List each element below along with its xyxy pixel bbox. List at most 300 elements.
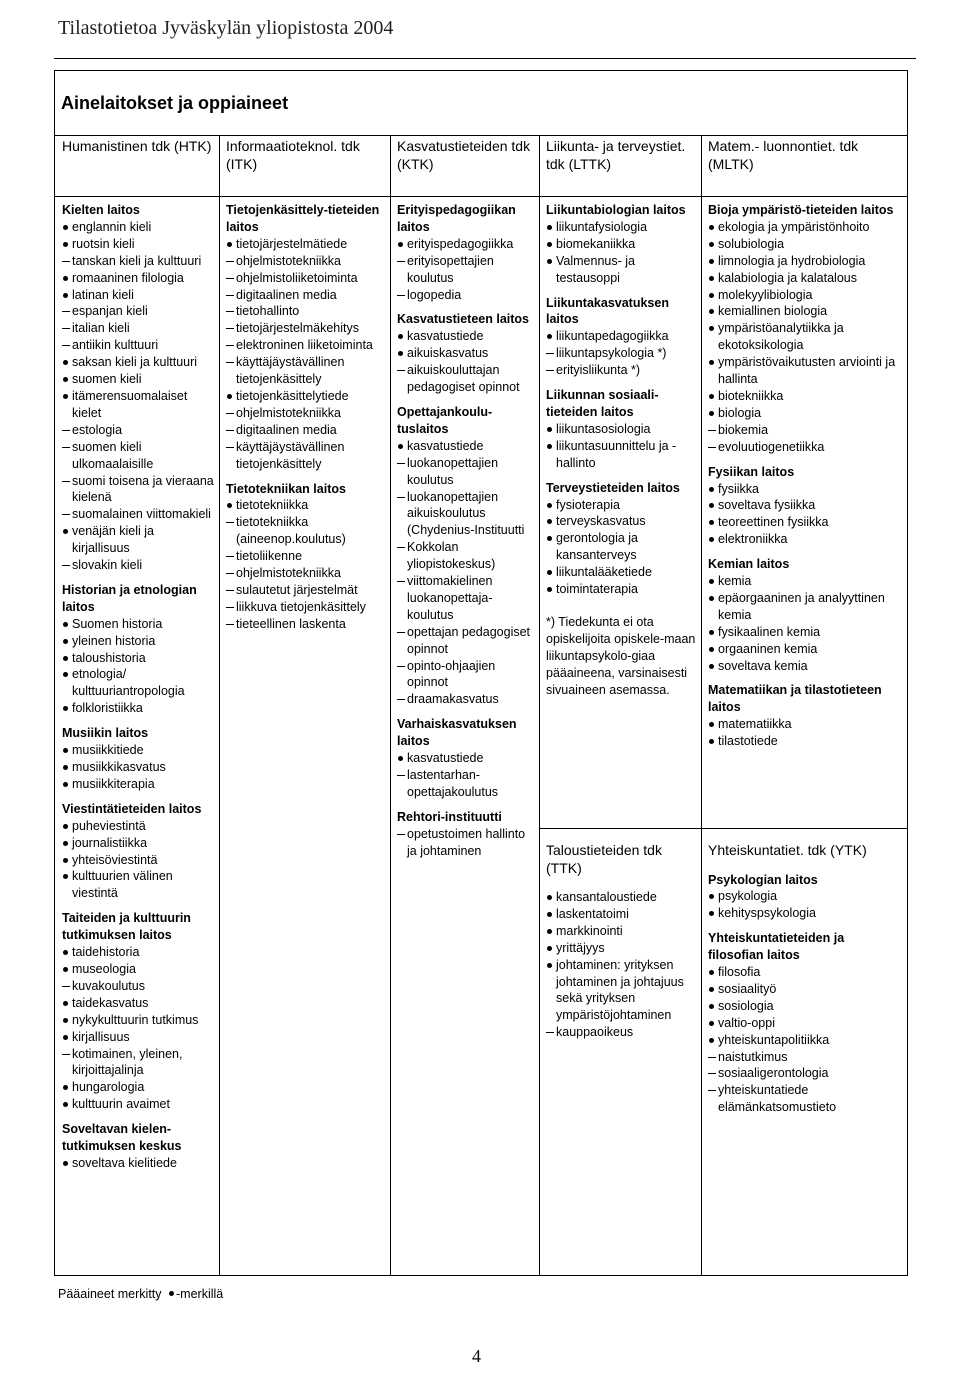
subject-item (226, 388, 386, 405)
subject-item (708, 388, 903, 405)
subject-label: slovakin kieli (72, 558, 143, 573)
subject-label: ympäristövaikutusten arviointi ja hallinta (718, 355, 896, 387)
subject-item (397, 287, 535, 304)
spacer (546, 877, 697, 889)
subject-item (708, 905, 903, 922)
subject-label: italian kieli (72, 321, 130, 336)
section-title: Liikuntabiologian laitos (546, 203, 686, 217)
subject-label: liikuntafysiologia (556, 219, 648, 234)
section-title: Historian ja etnologian laitos (62, 582, 197, 614)
subject-label: espanjan kieli (72, 304, 148, 319)
subject-item (546, 497, 697, 514)
section-title: Kielten laitos (62, 203, 140, 217)
subject-label: etnologia/ kulttuuriantropologia (72, 667, 185, 699)
content-box (54, 70, 908, 1276)
subject-label: soveltava kielitiede (72, 1155, 177, 1170)
faculty-table (55, 135, 907, 1276)
subject-label: Suomen historia (72, 616, 163, 631)
subject-item (62, 995, 215, 1012)
subject-label: opinto-ohjaajien opinnot (407, 658, 496, 690)
subject-label: tietojärjestelmätiede (236, 236, 348, 251)
subject-label: tietotekniikka (aineenop.koulutus) (236, 515, 346, 547)
subject-label: yhteiskuntatiede elämänkatsomustieto (718, 1083, 837, 1115)
subject-item (62, 852, 215, 869)
subject-label: biologia (718, 405, 762, 420)
subject-item (546, 219, 697, 236)
subject-label: kasvatustiede (407, 751, 484, 766)
subject-label: romaaninen filologia (72, 270, 184, 285)
subject-label: journalistiikka (72, 835, 148, 850)
subject-label: musiikkikasvatus (72, 760, 166, 774)
subject-item (62, 1096, 215, 1113)
subject-label: tietojärjestelmäkehitys (236, 321, 359, 336)
subject-label: kotimainen, yleinen, kirjoittajalinja (72, 1046, 183, 1078)
subject-item (708, 998, 903, 1015)
subject-item (397, 489, 535, 540)
subject-item (397, 253, 535, 287)
page-number: 4 (472, 1346, 481, 1366)
subject-label: tilastotiede (718, 734, 778, 749)
subject-label: liikuntapedagogiikka (556, 329, 669, 344)
subject-label: tietohallinto (236, 304, 300, 319)
subject-item (708, 981, 903, 998)
subject-item (226, 253, 386, 270)
subject-item (397, 750, 535, 767)
subject-label: kalabiologia ja kalatalous (718, 270, 857, 285)
subject-item (62, 944, 215, 961)
subject-item (226, 354, 386, 388)
subject-label: viittomakielinen luokanopettaja-koulutus (407, 574, 493, 622)
subject-label: logopedia (407, 287, 462, 302)
subject-item (226, 616, 386, 633)
subject-label: kulttuurin avaimet (72, 1097, 170, 1112)
subject-label: biomekaniikka (556, 236, 636, 251)
subject-item (546, 940, 697, 957)
subject-item (226, 320, 386, 337)
subject-item (226, 337, 386, 354)
subject-item (708, 422, 903, 439)
subject-label: digitaalinen media (236, 287, 337, 302)
subject-label: sulautetut järjestelmät (236, 582, 358, 597)
sub-faculty-header: Yhteiskuntatiet. tdk (YTK) (708, 842, 867, 858)
subject-label: biokemia (718, 422, 769, 437)
subject-item (546, 513, 697, 530)
subject-label: kehityspsykologia (718, 906, 816, 921)
subject-label: psykologia (718, 889, 778, 904)
subject-item (62, 1012, 215, 1029)
subject-item (226, 565, 386, 582)
subject-label: markkinointi (556, 923, 623, 938)
section-title: Taiteiden ja kulttuurin tutkimuksen laitos (62, 911, 191, 943)
subject-item (708, 964, 903, 981)
subject-item (708, 219, 903, 236)
subject-label: erityisliikunta *) (556, 363, 641, 378)
subject-label: draamakasvatus (407, 692, 499, 707)
subject-item (546, 253, 697, 287)
subject-item (397, 455, 535, 489)
subject-label: kansantaloustiede (556, 890, 657, 904)
section-title: Varhaiskasvatuksen laitos (397, 717, 517, 749)
subject-item (708, 716, 903, 733)
faculty-column (701, 202, 907, 750)
subject-label: yhteisöviestintä (72, 852, 158, 867)
subject-label: toimintaterapia (556, 582, 638, 597)
subject-item (708, 658, 903, 675)
subject-label: orgaaninen kemia (718, 641, 818, 656)
subject-item (708, 641, 903, 658)
subject-item (62, 337, 215, 354)
subject-item (62, 1046, 215, 1080)
sub-faculty-column (701, 828, 907, 1116)
subject-label: kasvatustiede (407, 329, 484, 344)
subject-label: taloushistoria (72, 650, 146, 665)
subject-item (708, 287, 903, 304)
section-title: Terveystieteiden laitos (546, 480, 680, 495)
footnote-text-before: Pääaineet merkitty (58, 1287, 162, 1301)
subject-item (546, 906, 697, 923)
subject-item (62, 253, 215, 270)
subject-item (708, 1049, 903, 1066)
subject-label: teoreettinen fysiikka (718, 515, 829, 530)
subject-item (708, 1032, 903, 1049)
subject-item (226, 439, 386, 473)
subject-item (62, 287, 215, 304)
subject-label: taidehistoria (72, 945, 140, 960)
subject-label: suomi toisena ja vieraana kielenä (72, 473, 214, 505)
subject-item (62, 759, 215, 776)
subject-label: kulttuurien välinen viestintä (72, 869, 173, 901)
subject-item (708, 531, 903, 548)
running-head: Tilastotietoa Jyväskylän yliopistosta 2004 (58, 17, 394, 39)
subject-item (62, 557, 215, 574)
section-title: Liikunnan sosiaali-tieteiden laitos (546, 388, 659, 419)
subject-label: liikkuva tietojenkäsittely (236, 599, 366, 614)
subject-label: opetustoimen hallinto ja johtaminen (407, 826, 526, 858)
subject-label: kasvatustiede (407, 438, 484, 453)
spacer (708, 860, 903, 872)
subject-label: taidekasvatus (72, 995, 149, 1010)
subject-item (708, 1082, 903, 1116)
subject-label: liikuntalääketiede (556, 565, 652, 580)
subject-item (226, 514, 386, 548)
subject-label: latinan kieli (72, 287, 134, 302)
subject-item (62, 868, 215, 902)
subject-item (708, 1015, 903, 1032)
subject-item (62, 818, 215, 835)
section-title: Opettajankoulu-tuslaitos (397, 404, 493, 436)
subject-item (546, 889, 697, 906)
faculty-column (219, 202, 390, 633)
subject-label: epäorgaaninen ja analyyttinen kemia (718, 590, 885, 622)
subject-item (397, 826, 535, 860)
subject-item (546, 923, 697, 940)
subject-label: ruotsin kieli (72, 236, 135, 251)
subject-label: itämerensuomalaiset kielet (72, 388, 188, 420)
section-title: Yhteiskuntatieteiden ja filosofian laitos (708, 931, 845, 963)
subject-item (708, 573, 903, 590)
subject-item (226, 422, 386, 439)
subject-label: yrittäjyys (556, 940, 605, 955)
subject-label: yleinen historia (72, 633, 156, 648)
subject-label: tietoliikenne (236, 549, 303, 564)
subject-label: fysioterapia (556, 497, 620, 512)
subject-label: kemia (718, 574, 752, 589)
header-rule (54, 58, 916, 59)
faculty-header: Matem.- luonnontiet. tdk (MLTK) (708, 138, 859, 172)
section-title: Rehtori-instituutti (397, 809, 502, 824)
subject-item (546, 328, 697, 345)
subject-item (226, 236, 386, 253)
subject-item (62, 473, 215, 507)
subject-label: ohjelmistotekniikka (236, 566, 341, 581)
section-title: Erityispedagogiikan laitos (397, 203, 516, 234)
subject-label: puheviestintä (72, 818, 146, 833)
subject-label: englannin kieli (72, 219, 152, 234)
page-title: Ainelaitokset ja oppiaineet (61, 93, 289, 113)
subject-item (546, 438, 697, 472)
subject-item (226, 287, 386, 304)
subject-label: soveltava kemia (718, 658, 808, 673)
subject-item (546, 530, 697, 564)
subject-item (62, 650, 215, 667)
subject-label: fysikaalinen kemia (718, 624, 821, 639)
subject-label: erityisopettajien koulutus (407, 253, 494, 285)
subject-label: johtaminen: yrityksen johtaminen ja johtajuus sekä yrityksen ympäristöjohtaminen (556, 957, 684, 1023)
subject-item (708, 497, 903, 514)
footnote-remark: *) Tiedekunta ei ota opiskelijoita opiskele-maan liikuntapsykolo-giaa pääaineena, varsinaisesti sivuaineen asemassa. (546, 614, 696, 697)
subject-item (397, 624, 535, 658)
subject-item (62, 1079, 215, 1096)
subject-label: suomen kieli (72, 372, 142, 387)
subject-label: luokanopettajien aikuiskoulutus (Chydenius-Instituutti (407, 489, 525, 538)
faculty-column (539, 202, 701, 698)
footnote-text-after: -merkillä (176, 1287, 224, 1301)
subject-label: nykykulttuurin tutkimus (72, 1012, 199, 1027)
section-title: Bioja ympäristö-tieteiden laitos (708, 203, 894, 217)
subject-label: Kokkolan yliopistokeskus) (407, 540, 496, 572)
subject-item (397, 438, 535, 455)
subject-item (62, 236, 215, 253)
subject-label: ympäristöanalytiikka ja ekotoksikologia (718, 321, 844, 353)
subject-item (226, 582, 386, 599)
subject-label: opettajan pedagogiset opinnot (407, 624, 531, 656)
subject-item (708, 439, 903, 456)
section-title: Liikuntakasvatuksen laitos (546, 295, 669, 327)
subject-item (546, 236, 697, 253)
subject-item (62, 1029, 215, 1046)
subject-label: lastentarhan-opettajakoulutus (407, 768, 499, 799)
subject-item (708, 888, 903, 905)
subject-item (62, 961, 215, 978)
subject-item (62, 978, 215, 995)
subject-label: ekologia ja ympäristönhoito (718, 219, 870, 234)
subject-label: musiikkitiede (72, 743, 144, 758)
subject-label: laskentatoimi (556, 906, 629, 921)
subject-item (546, 362, 697, 379)
sub-faculty-header: Taloustieteiden tdk (TTK) (546, 842, 662, 876)
subject-item (397, 691, 535, 708)
subject-label: sosiologia (718, 998, 774, 1013)
subject-item (708, 405, 903, 422)
header-divider (55, 196, 907, 197)
section-title: Tietojenkäsittely-tieteiden laitos (226, 203, 380, 234)
subject-item (397, 573, 535, 624)
subject-label: hungarologia (72, 1080, 145, 1095)
subject-item (62, 439, 215, 473)
subject-item (708, 303, 903, 320)
subject-label: elektroniikka (718, 532, 788, 547)
faculty-header: Humanistinen tdk (HTK) (62, 138, 212, 154)
subject-item (546, 564, 697, 581)
faculty-column (390, 202, 539, 860)
subject-item (62, 616, 215, 633)
subject-label: Valmennus- ja testausoppi (556, 253, 635, 285)
subject-label: digitaalinen media (236, 422, 337, 437)
subject-label: aikuiskouluttajan pedagogiset opinnot (407, 363, 520, 395)
subject-item (62, 219, 215, 236)
subject-item (226, 548, 386, 565)
section-title: Musiikin laitos (62, 726, 149, 741)
subject-item (546, 581, 697, 598)
subject-label: tietojenkäsittelytiede (236, 388, 349, 403)
subject-label: solubiologia (718, 236, 785, 251)
subject-item (546, 421, 697, 438)
subject-label: terveyskasvatus (556, 514, 646, 529)
subject-label: ohjelmistotekniikka (236, 405, 341, 420)
subject-label: erityispedagogiikka (407, 236, 514, 251)
subject-label: venäjän kieli ja kirjallisuus (72, 524, 154, 556)
subject-label: kauppaoikeus (556, 1025, 634, 1040)
subject-item (226, 270, 386, 287)
subject-label: fysiikka (718, 481, 759, 496)
section-title: Viestintätieteiden laitos (62, 801, 202, 816)
subject-item (62, 700, 215, 717)
subject-item (546, 345, 697, 362)
subject-label: liikuntasuunnittelu ja -hallinto (556, 438, 677, 470)
section-title: Psykologian laitos (708, 872, 818, 887)
faculty-column (55, 202, 219, 1172)
subject-item (226, 405, 386, 422)
subject-label: käyttäjäystävällinen tietojenkäsittely (236, 355, 345, 387)
section-title: Matematiikan ja tilastotieteen laitos (708, 683, 882, 715)
subject-item (708, 320, 903, 354)
subject-item (62, 666, 215, 700)
subject-label: gerontologia ja kansanterveys (556, 531, 639, 563)
subject-item (708, 1065, 903, 1082)
subject-item (62, 506, 215, 523)
subject-item (708, 236, 903, 253)
subject-label: evoluutiogenetiikka (718, 439, 825, 454)
faculty-header: Kasvatustieteiden tdk (KTK) (397, 138, 531, 172)
subject-label: antiikin kulttuuri (72, 338, 159, 353)
subject-item (397, 236, 535, 253)
subject-label: elektroninen liiketoiminta (236, 338, 373, 353)
subject-label: filosofia (718, 965, 761, 980)
subject-label: tietotekniikka (236, 498, 309, 513)
subject-label: kirjallisuus (72, 1029, 130, 1044)
subject-label: luokanopettajien koulutus (407, 455, 499, 487)
subject-item (708, 270, 903, 287)
subject-item (226, 497, 386, 514)
subject-label: kuvakoulutus (72, 978, 145, 993)
subject-label: ohjelmistotekniikka (236, 253, 341, 268)
faculty-header: Informaatioteknol. tdk (ITK) (226, 138, 360, 172)
subject-item (397, 767, 535, 801)
subject-label: matematiikka (718, 717, 792, 732)
subject-item (708, 624, 903, 641)
subject-item (62, 303, 215, 320)
subject-label: liikuntapsykologia *) (556, 346, 667, 361)
subject-item (226, 599, 386, 616)
subject-item (708, 481, 903, 498)
subject-item (226, 303, 386, 320)
section-title: Soveltavan kielen-tutkimuksen keskus (62, 1122, 182, 1154)
faculty-header: Liikunta- ja terveystiet. tdk (LTTK) (546, 138, 686, 172)
subject-item (62, 633, 215, 650)
footnote (58, 1286, 223, 1303)
subject-item (546, 1024, 697, 1041)
subject-item (62, 320, 215, 337)
subject-label: naistutkimus (718, 1049, 788, 1064)
subject-item (62, 388, 215, 422)
subject-label: liikuntasosiologia (556, 421, 651, 436)
subject-item (708, 733, 903, 750)
subject-item (397, 362, 535, 396)
subject-item (708, 590, 903, 624)
subject-item (62, 354, 215, 371)
sub-faculty-column (539, 828, 701, 1041)
subject-label: saksan kieli ja kulttuuri (72, 355, 198, 370)
subject-label: soveltava fysiikka (718, 498, 816, 513)
subject-item (62, 422, 215, 439)
subject-label: yhteiskuntapolitiikka (718, 1032, 830, 1047)
subject-label: estologia (72, 422, 123, 437)
subject-item (546, 957, 697, 1025)
subject-item (62, 776, 215, 793)
subject-item (62, 742, 215, 759)
section-title: Kasvatustieteen laitos (397, 312, 529, 327)
subject-label: suomalainen viittomakieli (72, 507, 211, 522)
subject-item (62, 270, 215, 287)
subject-label: tieteellinen laskenta (236, 616, 346, 631)
subject-item (397, 658, 535, 692)
subject-item (397, 328, 535, 345)
subject-item (62, 371, 215, 388)
section-title: Kemian laitos (708, 557, 790, 572)
subject-label: ohjelmistoliiketoiminta (236, 270, 358, 285)
section-title: Fysiikan laitos (708, 464, 795, 479)
bullet-icon (169, 1291, 174, 1296)
subject-label: sosiaaligerontologia (718, 1066, 829, 1081)
subject-label: musiikkiterapia (72, 776, 155, 791)
subject-label: museologia (72, 961, 136, 976)
subject-label: valtio-oppi (718, 1015, 775, 1030)
subject-label: suomen kieli ulkomaalaisille (72, 439, 154, 471)
subject-label: tanskan kieli ja kulttuuri (72, 253, 202, 268)
subject-label: kemiallinen biologia (718, 304, 828, 319)
subject-item (62, 1155, 215, 1172)
subject-label: biotekniikka (718, 388, 784, 403)
subject-label: aikuiskasvatus (407, 346, 489, 361)
subject-label: limnologia ja hydrobiologia (718, 253, 866, 268)
subject-label: molekyylibiologia (718, 287, 813, 302)
subject-item (397, 345, 535, 362)
subject-item (708, 354, 903, 388)
subject-label: käyttäjäystävällinen tietojenkäsittely (236, 439, 345, 471)
subject-item (708, 253, 903, 270)
subject-item (397, 539, 535, 573)
subject-item (708, 514, 903, 531)
